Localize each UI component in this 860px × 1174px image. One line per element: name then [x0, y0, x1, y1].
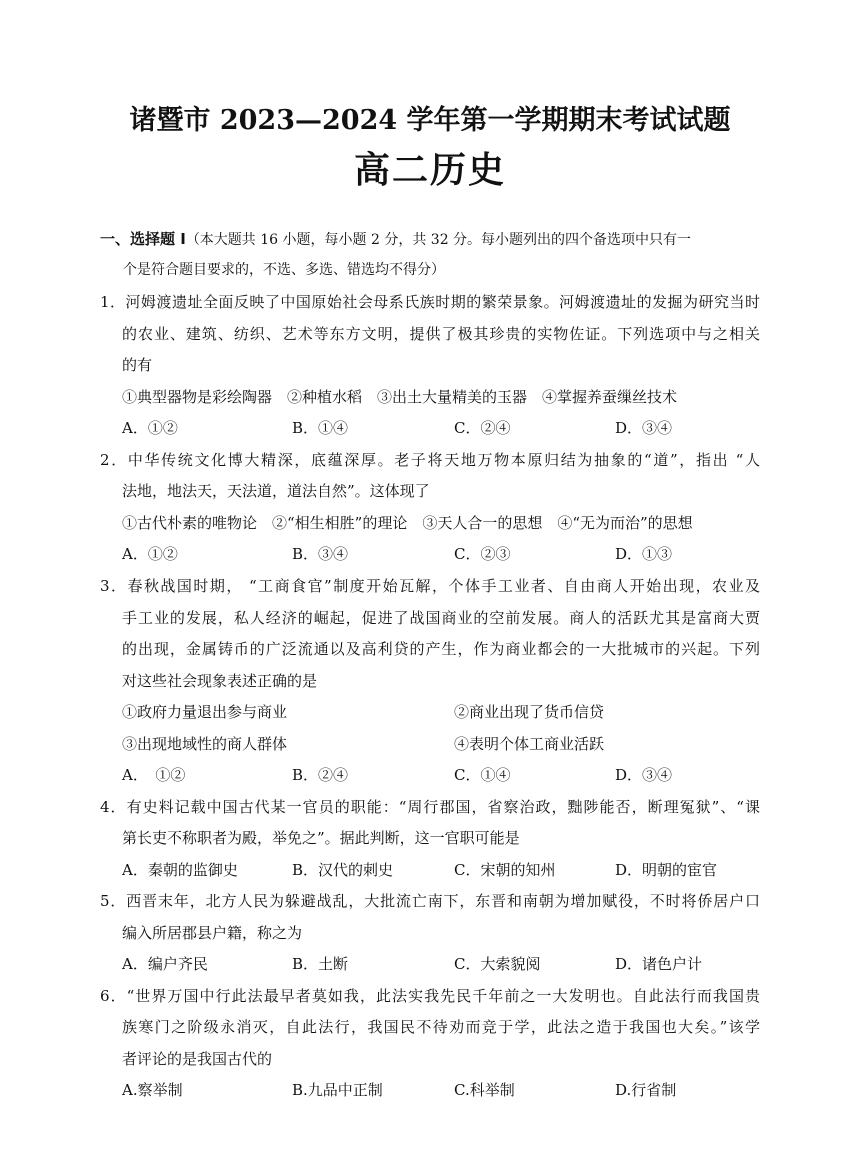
question-3-option-c[interactable]: C．①④ [454, 766, 511, 784]
question-3-line-1: 3．春秋战国时期， “工商食官”制度开始瓦解，个体手工业者、自由商人开始出现，农业及 [100, 577, 760, 595]
question-2-option-b[interactable]: B．③④ [292, 545, 349, 563]
question-3-line-4: 对这些社会现象表述正确的是 [122, 672, 318, 690]
question-1-option-d[interactable]: D．③④ [615, 419, 673, 437]
question-5-line-1: 5．西晋末年，北方人民为躲避战乱，大批流亡南下，东晋和南朝为增加赋役，不时将侨居户口 [100, 892, 760, 910]
question-1-line-1: 1．河姆渡遗址全面反映了中国原始社会母系氏族时期的繁荣景象。河姆渡遗址的发掘为研究当时 [100, 293, 760, 311]
question-1-option-c[interactable]: C．②④ [454, 419, 511, 437]
section-instructions-1: （本大题共 16 小题，每小题 2 分，共 32 分。每小题列出的四个备选项中只有一 [185, 232, 692, 248]
question-3-statement-4: ④表明个体工商业活跃 [454, 735, 605, 753]
question-3-option-b[interactable]: B．②④ [292, 766, 349, 784]
question-2-option-d[interactable]: D．①③ [615, 545, 673, 563]
question-2-line-1: 2．中华传统文化博大精深，底蕴深厚。老子将天地万物本原归结为抽象的“道”，指出 “人 [100, 451, 760, 469]
question-2-option-c[interactable]: C．②③ [454, 545, 511, 563]
question-3-statement-1: ①政府力量退出参与商业 [122, 703, 288, 721]
question-3-statement-3: ③出现地域性的商人群体 [122, 735, 288, 753]
question-5-option-d[interactable]: D．诸色户计 [615, 955, 703, 973]
question-6-line-1: 6．“世界万国中行此法最早者莫如我，此法实我先民千年前之一大发明也。自此法行而我国贵 [100, 987, 760, 1005]
question-3-line-3: 的出现，金属铸币的广泛流通以及高利贷的产生，作为商业都会的一大批城市的兴起。下列 [122, 640, 760, 658]
question-2-statements: ①古代朴素的唯物论 ②“相生相胜”的理论 ③天人合一的思想 ④“无为而治”的思想 [122, 514, 693, 532]
question-3-option-a[interactable]: A． ①② [122, 766, 186, 784]
question-5-option-c[interactable]: C．大索貌阅 [454, 955, 541, 973]
exam-subject: 高二历史 [353, 149, 506, 191]
question-2-line-2: 法地，地法天，天法道，道法自然”。这体现了 [122, 482, 430, 500]
question-3-option-d[interactable]: D．③④ [615, 766, 673, 784]
section-heading: 一、选择题 I [100, 230, 186, 248]
question-5-option-a[interactable]: A．编户齐民 [122, 955, 208, 973]
question-3-line-2: 手工业的发展，私人经济的崛起，促进了战国商业的空前发展。商人的活跃尤其是富商大贾 [122, 609, 760, 627]
question-1-option-b[interactable]: B．①④ [292, 419, 349, 437]
question-1-option-a[interactable]: A．①② [122, 419, 178, 437]
question-4-option-d[interactable]: D．明朝的宦官 [615, 861, 718, 879]
question-6-line-3: 者评论的是我国古代的 [122, 1050, 273, 1068]
question-4-line-2: 第长吏不称职者为殿，举免之”。据此判断，这一官职可能是 [122, 829, 520, 847]
question-1-statements: ①典型器物是彩绘陶器 ②种植水稻 ③出土大量精美的玉器 ④掌握养蚕缫丝技术 [122, 388, 678, 406]
question-5-option-b[interactable]: B．土断 [292, 955, 349, 973]
exam-title: 诸暨市 2023—2024 学年第一学期期末考试试题 [129, 105, 731, 136]
question-6-option-d[interactable]: D.行省制 [615, 1081, 677, 1099]
question-1-line-3: 的有 [122, 356, 153, 374]
question-3-statement-2: ②商业出现了货币信贷 [454, 703, 605, 721]
question-2-option-a[interactable]: A．①② [122, 545, 178, 563]
question-5-line-2: 编入所居郡县户籍，称之为 [122, 924, 303, 942]
section-heading-line [100, 229, 691, 250]
question-4-option-a[interactable]: A．秦朝的监御史 [122, 861, 238, 879]
question-6-option-a[interactable]: A.察举制 [122, 1081, 183, 1099]
question-4-option-c[interactable]: C．宋朝的知州 [454, 861, 556, 879]
question-1-line-2: 的农业、建筑、纺织、艺术等东方文明，提供了极其珍贵的实物佐证。下列选项中与之相关 [122, 325, 760, 343]
section-instructions-2: 个是符合题目要求的，不选、多选、错选均不得分） [123, 262, 445, 278]
question-4-option-b[interactable]: B．汉代的刺史 [292, 861, 394, 879]
question-4-line-1: 4．有史料记载中国古代某一官员的职能：“周行郡国，省察治政，黜陟能否，断理冤狱”、“课 [100, 798, 760, 816]
question-6-line-2: 族寒门之阶级永消灭，自此法行，我国民不待劝而竞于学，此法之造于我国也大矣。”该学 [122, 1018, 760, 1036]
question-6-option-b[interactable]: B.九品中正制 [292, 1081, 383, 1099]
question-6-option-c[interactable]: C.科举制 [454, 1081, 515, 1099]
